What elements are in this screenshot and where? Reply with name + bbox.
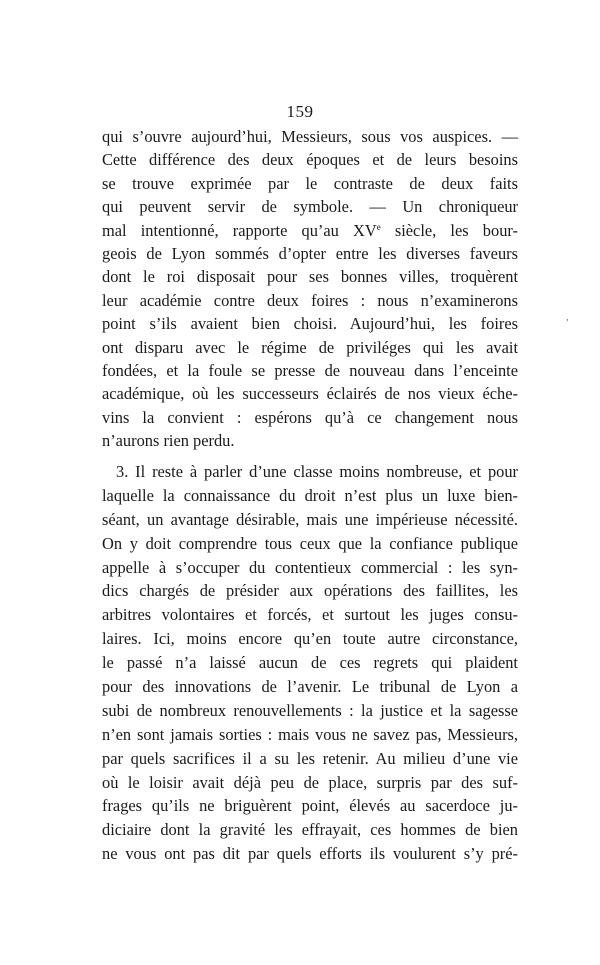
text-line: dics chargés de présider aux opérations des faillites, les [102, 581, 518, 601]
page-number: 159 [286, 102, 314, 121]
text-line-end: siècle, les bour- [380, 220, 518, 240]
text-line: Cette différence des deux époques et de leurs besoins [102, 150, 518, 170]
text-line: dont le roi disposait pour ses bonnes villes, troquèrent [102, 267, 518, 287]
text-line: leur académie contre deux foires : nous n’examinerons [102, 290, 518, 310]
text-line: séant, un avantage désirable, mais une impérieuse nécessité. [102, 509, 518, 529]
text-line: qui peuvent servir de symbole. — Un chroniqueur [102, 197, 518, 217]
text-line: qui s’ouvre aujourd’hui, Messieurs, sous vos auspices. — [102, 127, 518, 146]
text-line: appelle à s’occuper du contentieux commercial : les syn- [102, 557, 518, 577]
text-line: 3. Il reste à parler d’une classe moins nombreuse, et pour [116, 462, 518, 481]
text-line: On y doit comprendre tous ceux que la confiance publique [102, 533, 518, 553]
text-line: subi de nombreux renouvellements : la justice et la sagesse [102, 700, 518, 720]
text-line: ne vous ont pas dit par quels efforts ils voulurent s’y pré- [102, 844, 518, 864]
text-line: par quels sacrifices il a su les retenir. Au milieu d’une vie [102, 748, 518, 768]
text-line: pour des innovations de l’avenir. Le tribunal de Lyon a [102, 677, 518, 697]
text-line: le passé n’a laissé aucun de ces regrets qui plaident [102, 653, 518, 673]
paragraph-1 [102, 125, 518, 452]
text-line: n’aurons rien perdu. [102, 431, 235, 451]
text-line: où le loisir avait déjà peu de place, surpris par des suf- [102, 772, 518, 792]
superscript-e: e [376, 221, 381, 232]
text-line: vins la convient : espérons qu’à ce changement nous [102, 407, 518, 427]
text-line: laquelle la connaissance du droit n’est plus un luxe bien- [102, 485, 518, 505]
margin-mark: , [566, 312, 569, 323]
text-line: n’en sont jamais sorties : mais vous ne savez pas, Messieurs, [102, 724, 518, 744]
text-line: geois de Lyon sommés d’opter entre les diverses faveurs [102, 243, 518, 263]
text-line-with-century [102, 219, 518, 242]
text-line: diciaire dont la gravité les effrayait, ces hommes de bien [102, 820, 518, 840]
text-line: point s’ils avaient bien choisi. Aujourd’hui, les foires [102, 314, 518, 334]
text-line: arbitres volontaires et forcés, et surtout les juges consu- [102, 605, 518, 625]
text-line-start: mal intentionné, rapporte qu’au XV [102, 220, 377, 240]
text-line: se trouve exprimée par le contraste de deux faits [102, 173, 518, 193]
text-line: laires. Ici, moins encore qu’en toute autre circonstance, [102, 629, 518, 649]
text-line: fondées, et la foule se presse de nouveau dans l’enceinte [102, 360, 518, 380]
text-line: frages qu’ils ne briguèrent point, élevés au sacerdoce ju- [102, 796, 518, 816]
text-line: académique, où les successeurs éclairés de nos vieux éche- [102, 384, 518, 404]
text-line: ont disparu avec le régime de priviléges qui les avait [102, 337, 518, 357]
paragraph-2 [102, 460, 518, 866]
